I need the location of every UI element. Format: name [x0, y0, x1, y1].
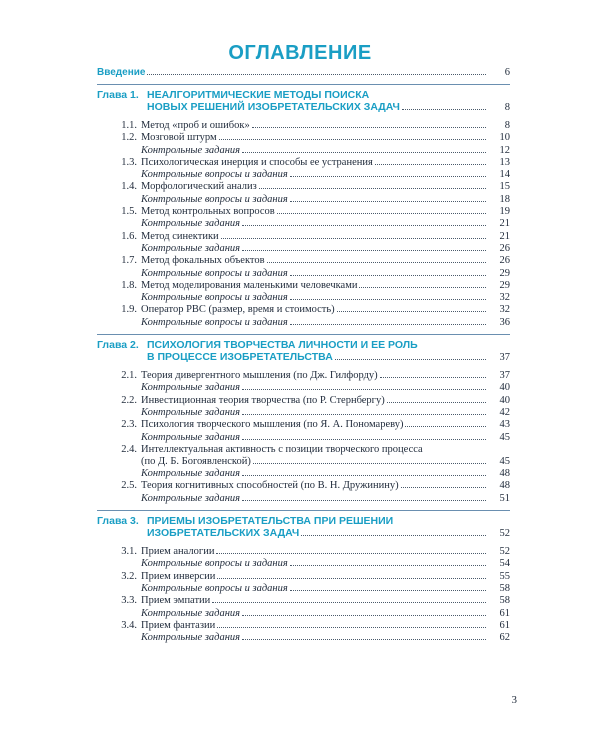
exercise-entry	[97, 632, 510, 644]
section-body	[141, 571, 510, 583]
section-page: 58	[499, 595, 510, 607]
section-body	[141, 218, 510, 230]
chapter-heading	[97, 515, 510, 527]
dot-leader	[290, 299, 486, 300]
exercise-entry	[97, 608, 510, 620]
section-body	[141, 468, 510, 480]
chapter-label: Глава 2.	[97, 339, 139, 352]
section-page: 45	[499, 431, 510, 443]
section-page: 61	[499, 619, 510, 631]
dot-leader	[242, 639, 486, 640]
dot-leader	[290, 565, 486, 566]
section-page: 26	[499, 255, 510, 267]
section-title: Прием эмпатии	[141, 595, 211, 607]
chapter-title-line: ПСИХОЛОГИЯ ТВОРЧЕСТВА ЛИЧНОСТИ И ЕЕ РОЛЬ	[147, 339, 418, 352]
dot-leader	[290, 201, 486, 202]
dot-leader	[405, 426, 486, 427]
section-title: Контрольные задания	[141, 242, 241, 254]
section-body	[141, 583, 510, 595]
section-title: Теория когнитивных способностей (по В. Н. Дружинину)	[141, 480, 399, 492]
section-number: 2.5.	[121, 480, 137, 492]
section-page: 36	[499, 316, 510, 328]
section-page: 42	[499, 406, 510, 418]
dot-leader	[359, 287, 486, 288]
dot-leader	[290, 176, 486, 177]
exercise-entry	[97, 493, 510, 505]
exercise-entry	[97, 317, 510, 329]
section-number: 1.2.	[121, 132, 137, 144]
section-page: 12	[499, 144, 510, 156]
section-title: Контрольные вопросы и задания	[141, 582, 288, 594]
dot-leader	[290, 275, 486, 276]
section-title: Метод «проб и ошибок»	[141, 120, 250, 131]
section-entry	[97, 571, 510, 583]
section-number: 1.6.	[121, 230, 137, 242]
chapter-label: Глава 1.	[97, 89, 139, 101]
section-page: 8	[504, 120, 510, 131]
section-number: 3.1.	[121, 546, 137, 558]
dot-leader	[242, 225, 486, 226]
section-number: 1.9.	[121, 304, 137, 316]
section-page: 18	[499, 193, 510, 205]
section-page: 14	[499, 169, 510, 181]
dot-leader	[337, 311, 486, 312]
section-number: 3.2.	[121, 570, 137, 582]
section-entry	[97, 280, 510, 292]
section-body	[141, 255, 510, 267]
intro-label: Введение	[97, 67, 146, 78]
section-title: Контрольные задания	[141, 607, 241, 619]
section-body	[141, 317, 510, 329]
section-title: Инвестиционная теория творчества (по Р. Стернбергу)	[141, 394, 385, 406]
dot-leader	[147, 74, 486, 75]
section-body	[141, 304, 510, 316]
dot-leader	[242, 389, 486, 390]
chapter-title-line: НЕАЛГОРИТМИЧЕСКИЕ МЕТОДЫ ПОИСКА	[147, 89, 370, 101]
section-entry	[97, 255, 510, 267]
section-entry	[97, 206, 510, 218]
dot-leader	[242, 152, 486, 153]
dot-leader	[242, 414, 486, 415]
section-body	[141, 608, 510, 620]
section-line	[97, 456, 510, 468]
chapter-label: Глава 3.	[97, 515, 139, 528]
chapter-heading	[97, 89, 510, 101]
section-title: Интеллектуальная активность с позиции творческого процесса	[141, 443, 423, 455]
exercise-entry	[97, 583, 510, 595]
dot-leader	[401, 487, 486, 488]
intro-page: 6	[504, 67, 510, 78]
section-body	[141, 480, 510, 492]
dot-leader	[242, 500, 486, 501]
section-body	[141, 132, 510, 144]
section-entry	[97, 395, 510, 407]
dot-leader	[253, 463, 486, 464]
dot-leader	[242, 439, 486, 440]
section-page: 40	[499, 382, 510, 394]
section-title: Прием инверсии	[141, 570, 216, 582]
chapter-heading-line2	[97, 527, 510, 540]
section-title: Контрольные задания	[141, 382, 241, 394]
section-entry	[97, 370, 510, 382]
section-body	[141, 145, 510, 157]
section-body	[141, 268, 510, 280]
section-page: 61	[499, 607, 510, 619]
section-page: 40	[499, 394, 510, 406]
dot-leader	[402, 109, 486, 110]
section-entry	[97, 480, 510, 492]
dot-leader	[242, 250, 486, 251]
section-body	[141, 546, 510, 558]
section-body	[141, 206, 510, 218]
section-title: Контрольные задания	[141, 144, 241, 156]
section-title: Теория дивергентного мышления (по Дж. Гилфорду)	[141, 370, 378, 382]
section-title: Психология творческого мышления (по Я. А. Пономареву)	[141, 419, 404, 431]
exercise-entry	[97, 432, 510, 444]
section-page: 26	[499, 242, 510, 254]
exercise-entry	[97, 218, 510, 230]
exercise-entry	[97, 268, 510, 280]
section-page: 32	[499, 292, 510, 304]
chapter-block	[97, 510, 510, 644]
section-line	[97, 444, 510, 456]
section-number: 3.4.	[121, 619, 137, 631]
section-title: Мозговой штурм	[141, 132, 217, 144]
section-page: 29	[499, 267, 510, 279]
chapter-heading	[97, 339, 510, 351]
dot-leader	[375, 164, 486, 165]
section-page: 21	[499, 230, 510, 242]
section-number: 1.7.	[121, 255, 137, 267]
section-page: 45	[499, 456, 510, 468]
section-title: Психологическая инерция и способы ее устранения	[141, 156, 373, 168]
section-body	[141, 292, 510, 304]
section-title: Контрольные вопросы и задания	[141, 316, 288, 328]
page-title: ОГЛАВЛЕНИЕ	[228, 42, 372, 64]
section-body	[141, 120, 510, 132]
dot-leader	[221, 238, 486, 239]
section-entry	[97, 444, 510, 468]
section-number: 2.4.	[121, 443, 137, 455]
section-entry	[97, 132, 510, 144]
section-page: 55	[499, 570, 510, 582]
dot-leader	[380, 377, 486, 378]
section-page: 62	[499, 632, 510, 644]
dot-leader	[335, 359, 486, 360]
section-page: 58	[499, 582, 510, 594]
section-body	[141, 407, 510, 419]
dot-leader	[242, 615, 486, 616]
section-entry	[97, 181, 510, 193]
section-body	[141, 169, 510, 181]
section-page: 43	[499, 419, 510, 431]
dot-leader	[277, 213, 486, 214]
section-page: 37	[499, 370, 510, 382]
section-entry	[97, 120, 510, 132]
section-title: Контрольные задания	[141, 468, 241, 480]
section-title: Метод синектики	[141, 230, 219, 242]
exercise-entry	[97, 243, 510, 255]
dot-leader	[217, 578, 486, 579]
page-number: 3	[511, 694, 517, 706]
dot-leader	[267, 262, 486, 263]
section-number: 2.1.	[121, 370, 137, 382]
section-page: 10	[499, 132, 510, 144]
section-body	[141, 157, 510, 169]
section-title: Метод контрольных вопросов	[141, 206, 275, 218]
section-body	[141, 181, 510, 193]
section-entry	[97, 157, 510, 169]
section-body	[141, 493, 510, 505]
section-number: 2.2.	[121, 394, 137, 406]
section-body	[141, 231, 510, 243]
section-body	[141, 280, 510, 292]
section-page: 13	[499, 156, 510, 168]
exercise-entry	[97, 468, 510, 480]
chapter-title-line: НОВЫХ РЕШЕНИЙ ИЗОБРЕТАТЕЛЬСКИХ ЗАДАЧ	[147, 101, 400, 113]
dot-leader	[290, 590, 486, 591]
exercise-entry	[97, 169, 510, 181]
section-body	[141, 558, 510, 570]
exercise-entry	[97, 292, 510, 304]
dot-leader	[217, 627, 486, 628]
exercise-entry	[97, 194, 510, 206]
section-body	[141, 370, 510, 382]
section-body	[141, 432, 510, 444]
exercise-entry	[97, 382, 510, 394]
section-body	[141, 194, 510, 206]
section-number: 1.5.	[121, 206, 137, 218]
chapter-page: 8	[504, 102, 510, 113]
section-page: 52	[499, 546, 510, 558]
dot-leader	[216, 553, 486, 554]
chapter-page: 37	[499, 352, 510, 364]
section-number: 1.4.	[121, 181, 137, 193]
section-title: Контрольные задания	[141, 431, 241, 443]
section-entry	[97, 231, 510, 243]
section-title: Контрольные вопросы и задания	[141, 267, 288, 279]
dot-leader	[212, 602, 486, 603]
section-body	[141, 243, 510, 255]
dot-leader	[242, 475, 486, 476]
section-page: 29	[499, 279, 510, 291]
section-page: 32	[499, 304, 510, 316]
section-title: Метод моделирования маленькими человечками	[141, 279, 358, 291]
chapter-heading-line2	[97, 101, 510, 114]
dot-leader	[290, 324, 486, 325]
dot-leader	[301, 535, 486, 536]
section-number: 1.8.	[121, 279, 137, 291]
section-number: 1.1.	[121, 120, 137, 131]
dot-leader	[252, 127, 486, 128]
section-title-cont: (по Д. Б. Богоявленской)	[141, 456, 251, 468]
section-title: Контрольные вопросы и задания	[141, 292, 288, 304]
section-title: Прием аналогии	[141, 546, 215, 558]
section-title: Морфологический анализ	[141, 181, 257, 193]
section-entry	[97, 304, 510, 316]
section-title: Метод фокальных объектов	[141, 255, 265, 267]
dot-leader	[219, 139, 486, 140]
chapter-title-line: ИЗОБРЕТАТЕЛЬСКИХ ЗАДАЧ	[147, 527, 300, 540]
exercise-entry	[97, 145, 510, 157]
section-body	[141, 620, 510, 632]
section-body	[141, 632, 510, 644]
section-page: 15	[499, 181, 510, 193]
section-title: Прием фантазии	[141, 619, 216, 631]
chapter-heading-line2	[97, 351, 510, 364]
section-page: 48	[499, 468, 510, 480]
section-title: Оператор РВС (размер, время и стоимость)	[141, 304, 335, 316]
section-title: Контрольные задания	[141, 406, 241, 418]
section-title: Контрольные вопросы и задания	[141, 558, 288, 570]
section-title: Контрольные задания	[141, 218, 241, 230]
chapter-title-line: В ПРОЦЕССЕ ИЗОБРЕТАТЕЛЬСТВА	[147, 351, 333, 364]
section-title: Контрольные вопросы и задания	[141, 193, 288, 205]
section-body	[141, 419, 510, 431]
section-number: 3.3.	[121, 595, 137, 607]
dot-leader	[387, 402, 486, 403]
section-title: Контрольные задания	[141, 492, 241, 504]
toc-list	[97, 82, 510, 644]
chapter-title-line: ПРИЕМЫ ИЗОБРЕТАТЕЛЬСТВА ПРИ РЕШЕНИИ	[147, 515, 394, 528]
section-page: 48	[499, 480, 510, 492]
chapter-block	[97, 84, 510, 329]
section-body	[141, 395, 510, 407]
section-entry	[97, 620, 510, 632]
section-body	[141, 382, 510, 394]
section-page: 21	[499, 218, 510, 230]
section-title: Контрольные вопросы и задания	[141, 169, 288, 181]
section-number: 2.3.	[121, 419, 137, 431]
section-body	[141, 595, 510, 607]
section-page: 19	[499, 206, 510, 218]
exercise-entry	[97, 407, 510, 419]
section-title: Контрольные задания	[141, 632, 241, 644]
exercise-entry	[97, 558, 510, 570]
section-page: 54	[499, 558, 510, 570]
chapter-page: 52	[499, 528, 510, 540]
chapter-block	[97, 334, 510, 505]
intro-entry	[97, 67, 510, 79]
dot-leader	[259, 188, 486, 189]
section-entry	[97, 546, 510, 558]
section-entry	[97, 419, 510, 431]
section-number: 1.3.	[121, 156, 137, 168]
section-entry	[97, 595, 510, 607]
section-page: 51	[499, 492, 510, 504]
